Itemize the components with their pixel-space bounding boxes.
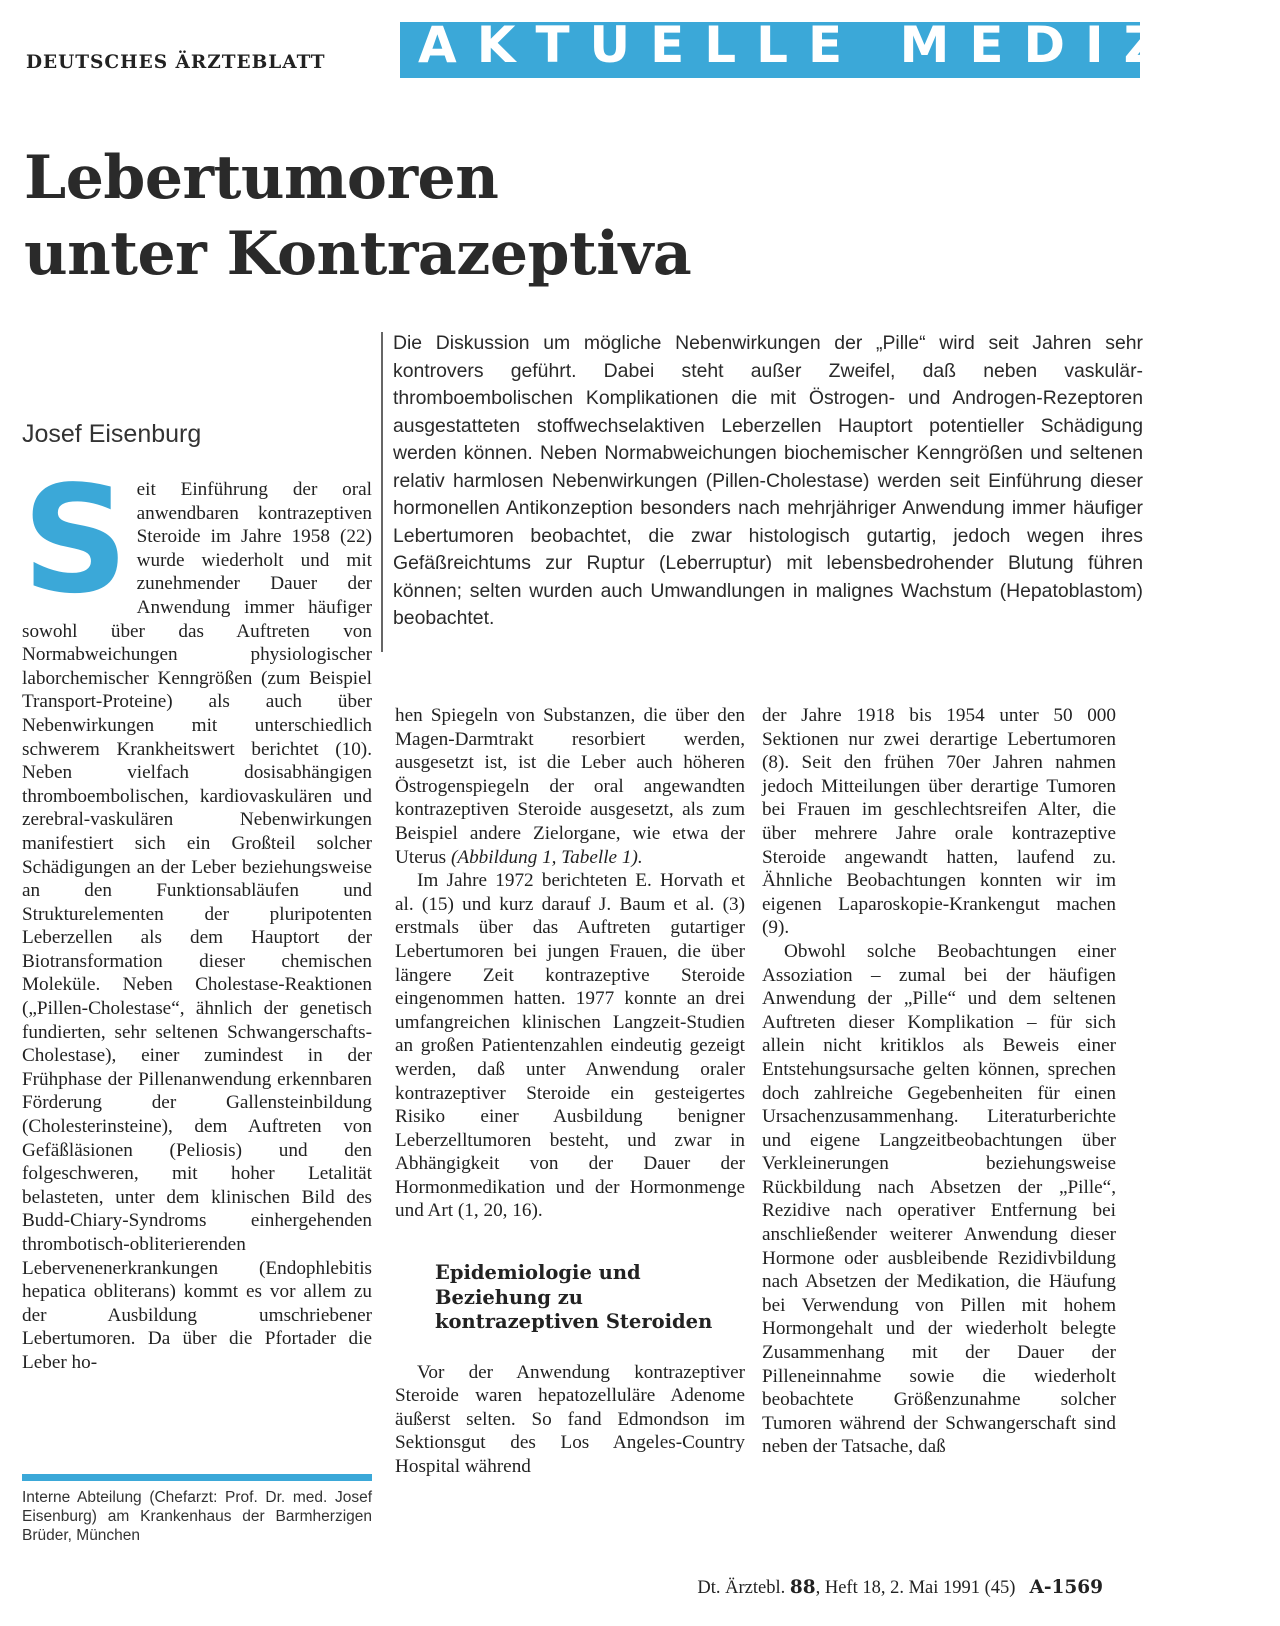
- col2-paragraph-3: Vor der Anwendung kontrazeptiver Steroide waren hepatozelluläre Adenome äußerst selten. So fand Edmondson im Sektionsgut des Los Angeles-Country Hospital während: [395, 1361, 745, 1477]
- abstract-divider: [381, 332, 383, 652]
- col2-paragraph-1: [395, 704, 745, 869]
- column-3: [762, 704, 1116, 1459]
- column-2: [395, 704, 745, 1479]
- section-banner-label: AKTUELLE MEDIZIN: [418, 16, 1280, 74]
- citation-rest: , Heft 18, 2. Mai 1991 (45): [815, 1578, 1016, 1598]
- figure-reference: (Abbildung 1, Tabelle 1).: [450, 846, 643, 868]
- page-number: A-1569: [1029, 1577, 1103, 1598]
- volume-number: 88: [789, 1577, 816, 1598]
- col3-paragraph-1: der Jahre 1918 bis 1954 unter 50 000 Sektionen nur zwei derartige Lebertumoren (8). Seit den frühen 70er Jahren nahmen jedoch Mitteilungen über derartige Tumoren bei Frauen im geschlechtsreifen Alter, die über mehrere Jahre orale kontrazeptive Steroide angewandt hatten, laufend zu. Ähnliche Beobachtungen konnten wir im eigenen Laparoskopie-Krankengut machen (9).: [762, 705, 1116, 939]
- col2-paragraph-2: Im Jahre 1972 berichteten E. Horvath et al. (15) und kurz darauf J. Baum et al. (3) erstmals über das Auftreten gutartiger Lebertumoren bei jungen Frauen, die über längere Zeit kontrazeptive Steroide eingenommen hatten. 1977 konnte an drei umfangreichen klinischen Langzeit-Studien an großen Patientenzahlen eindeutig gezeigt werden, daß unter Anwendung oraler kontrazeptiver Steroide ein gesteigertes Risiko einer Ausbildung benigner Leberzelltumoren besteht, und zwar in Abhängigkeit von der Dauer der Hormonmedikation und der Hormonmenge und Art (1, 20, 16).: [395, 870, 745, 1222]
- col2-paragraph-1-text: hen Spiegeln von Substanzen, die über den Magen-Darmtrakt resorbiert werden, ausgesetzt ist, ist die Leber auch höheren Östrogenspiegeln der oral angewandten kontrazeptiven Steroide ausgesetzt, als zum Beispiel andere Zielorgane, wie etwa der Uterus: [395, 705, 745, 868]
- col1-paragraph: eit Einführung der oral anwendbaren kontrazeptiven Steroide im Jahre 1958 (22) wurde wiederholt und mit zunehmender Dauer der Anwendung immer häufiger sowohl über das Auftreten von Normabweichungen physiologischer laborchemischer Kenngrößen (zum Beispiel Transport-Proteine) als auch über Nebenwirkungen mit unterschiedlich schwerem Krankheitswert berichtet (10). Neben vielfach dosisabhängigen thromboembolischen, kardiovaskulären und zerebral-vaskulären Nebenwirkungen manifestiert sich ein Großteil solcher Schädigungen an der Leber beziehungsweise an den Funktionsabläufen und Strukturelementen der pluripotenten Leberzellen als dem Hauptort der Biotransformation dieser chemischen Moleküle. Neben Cholestase-Reaktionen („Pillen-Cholestase“, ähnlich der genetisch fundierten, sehr seltenen Schwangerschafts-Cholestase), einer zumindest in der Frühphase der Pillenanwendung erkennbaren Förderung der Gallensteinbildung (Cholesterinsteine), dem Auftreten von Gefäßläsionen (Peliosis) und den folgeschweren, mit hoher Letalität belasteten, unter dem klinischen Bild des Budd-Chiary-Syndroms einhergehenden thrombotisch-obliterierenden Lebervenenerkrankungen (Endophlebitis hepatica obliterans) kommt es vor allem zu der Ausbildung umschriebener Lebertumoren. Da über die Pfortader die Leber ho-: [22, 479, 372, 1373]
- affiliation-footnote: Interne Abteilung (Chefarzt: Prof. Dr. med. Josef Eisenburg) am Krankenhaus der Barmherzigen Brüder, München: [22, 1489, 372, 1544]
- author-name: Josef Eisenburg: [22, 420, 202, 448]
- article-title: [24, 140, 691, 292]
- title-line-2: unter Kontrazeptiva: [24, 219, 692, 289]
- journal-name: DEUTSCHES ÄRZTEBLATT: [26, 52, 326, 73]
- abstract: Die Diskussion um mögliche Nebenwirkungen der „Pille“ wird seit Jahren sehr kontrovers geführt. Dabei steht außer Zweifel, daß neben vaskulär-thromboembolischen Komplikationen die mit Östrogen- und Androgen-Rezeptoren ausgestatteten stoffwechselaktiven Leberzellen Hauptort potentieller Schädigung werden können. Neben Normabweichungen biochemischer Kenngrößen und seltenen relativ harmlosen Nebenwirkungen (Pillen-Cholestase) werden seit Einführung dieser hormonellen Antikonzeption besonders nach mehrjähriger Anwendung immer häufiger Lebertumoren beobachtet, die zwar histologisch gutartig, jedoch wegen ihres Gefäßreichtums zur Ruptur (Leberruptur) mit lebensbedrohender Blutung führen können; selten wurden auch Umwandlungen in malignes Wachstum (Hepatoblastom) beobachtet.: [393, 332, 1143, 629]
- section-subheading: Epidemiologie und Beziehung zu kontrazeptiven Steroiden: [435, 1261, 713, 1334]
- drop-cap: S: [22, 454, 129, 626]
- column-1: [22, 454, 372, 1468]
- footnote-rule: [22, 1474, 372, 1481]
- col3-paragraph-2: Obwohl solche Beobachtungen einer Assoziation – zumal bei der häufigen Anwendung der „Pille“ und dem seltenen Auftreten dieser Komplikation – für sich allein nicht kritiklos als Beweis einer Entstehungsursache gelten können, sprechen doch zahlreiche Gegebenheiten für einen Ursachenzusammenhang. Literaturberichte und eigene Langzeitbeobachtungen über Verkleinerungen beziehungsweise Rückbildung nach Absetzen der „Pille“, Rezidive nach operativer Entfernung bei anschließender weiterer Anwendung dieser Hormone oder ausbleibende Rezidivbildung nach Absetzen der Medikation, die Häufung bei Verwendung von Pillen mit hohem Hormongehalt und der wiederholt belegte Zusammenhang mit der Dauer der Pilleneinnahme sowie die wiederholt beobachtete Größenzunahme solcher Tumoren während der Schwangerschaft sind neben der Tatsache, daß: [762, 940, 1116, 1458]
- title-line-1: Lebertumoren: [24, 143, 499, 213]
- citation-prefix: Dt. Ärztebl.: [697, 1578, 786, 1598]
- page-footer: [697, 1577, 1103, 1599]
- section-banner: [400, 16, 1280, 78]
